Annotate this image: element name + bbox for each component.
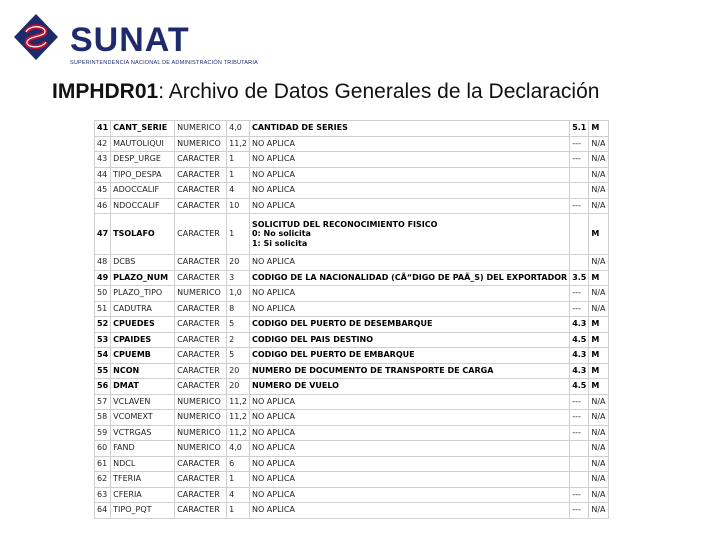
fields-table-body bbox=[95, 121, 609, 519]
table-row bbox=[95, 332, 609, 348]
field-type: CARACTER bbox=[175, 472, 227, 488]
field-type: CARACTER bbox=[175, 379, 227, 395]
field-length: 11,2 bbox=[227, 425, 250, 441]
field-requirement: N/A bbox=[589, 441, 609, 457]
field-reference: 4.5 bbox=[570, 379, 589, 395]
table-row bbox=[95, 183, 609, 199]
field-type: CARACTER bbox=[175, 317, 227, 333]
field-description: CODIGO DEL PUERTO DE EMBARQUE bbox=[249, 348, 569, 364]
field-type: NUMERICO bbox=[175, 425, 227, 441]
field-type: NUMERICO bbox=[175, 441, 227, 457]
fields-table bbox=[94, 120, 609, 519]
row-number: 53 bbox=[95, 332, 111, 348]
field-type: CARACTER bbox=[175, 301, 227, 317]
field-reference: --- bbox=[570, 487, 589, 503]
field-name: VCTRGAS bbox=[111, 425, 175, 441]
field-requirement: M bbox=[589, 317, 609, 333]
field-requirement: N/A bbox=[589, 394, 609, 410]
field-name: DCBS bbox=[111, 255, 175, 271]
field-type: CARACTER bbox=[175, 198, 227, 214]
table-row bbox=[95, 214, 609, 255]
field-description: NO APLICA bbox=[249, 286, 569, 302]
field-type: CARACTER bbox=[175, 332, 227, 348]
field-description: NO APLICA bbox=[249, 301, 569, 317]
field-length: 1,0 bbox=[227, 286, 250, 302]
row-number: 52 bbox=[95, 317, 111, 333]
field-type: CARACTER bbox=[175, 456, 227, 472]
table-row bbox=[95, 198, 609, 214]
field-length: 20 bbox=[227, 379, 250, 395]
row-number: 46 bbox=[95, 198, 111, 214]
field-requirement: M bbox=[589, 121, 609, 137]
field-description-line: 0: No solicita bbox=[251, 229, 311, 239]
field-reference: --- bbox=[570, 301, 589, 317]
field-reference bbox=[570, 214, 589, 255]
field-requirement: N/A bbox=[589, 286, 609, 302]
field-reference: 4.3 bbox=[570, 317, 589, 333]
row-number: 43 bbox=[95, 152, 111, 168]
title-code: IMPHDR01 bbox=[52, 80, 159, 103]
field-type: CARACTER bbox=[175, 270, 227, 286]
field-type: NUMERICO bbox=[175, 121, 227, 137]
table-row bbox=[95, 255, 609, 271]
field-reference bbox=[570, 456, 589, 472]
field-reference: --- bbox=[570, 503, 589, 519]
field-type: CARACTER bbox=[175, 348, 227, 364]
table-row bbox=[95, 394, 609, 410]
field-type: CARACTER bbox=[175, 255, 227, 271]
table-row bbox=[95, 487, 609, 503]
field-name: NDCL bbox=[111, 456, 175, 472]
field-reference: 3.5 bbox=[570, 270, 589, 286]
field-requirement: M bbox=[589, 332, 609, 348]
field-requirement: N/A bbox=[589, 472, 609, 488]
field-requirement: M bbox=[589, 348, 609, 364]
row-number: 64 bbox=[95, 503, 111, 519]
field-length: 1 bbox=[227, 214, 250, 255]
row-number: 50 bbox=[95, 286, 111, 302]
field-requirement: N/A bbox=[589, 136, 609, 152]
table-row bbox=[95, 121, 609, 137]
row-number: 41 bbox=[95, 121, 111, 137]
field-name: FAND bbox=[111, 441, 175, 457]
field-length: 5 bbox=[227, 317, 250, 333]
field-type: NUMERICO bbox=[175, 394, 227, 410]
field-description: NO APLICA bbox=[249, 136, 569, 152]
field-type: NUMERICO bbox=[175, 136, 227, 152]
row-number: 56 bbox=[95, 379, 111, 395]
row-number: 44 bbox=[95, 167, 111, 183]
field-description: NO APLICA bbox=[249, 425, 569, 441]
field-reference bbox=[570, 472, 589, 488]
table-row bbox=[95, 301, 609, 317]
field-length: 1 bbox=[227, 503, 250, 519]
field-reference bbox=[570, 255, 589, 271]
field-requirement: N/A bbox=[589, 198, 609, 214]
field-length: 2 bbox=[227, 332, 250, 348]
field-name: PLAZO_TIPO bbox=[111, 286, 175, 302]
field-name: CPAIDES bbox=[111, 332, 175, 348]
field-description: NO APLICA bbox=[249, 410, 569, 426]
row-number: 60 bbox=[95, 441, 111, 457]
sunat-logo bbox=[12, 12, 258, 66]
field-requirement: N/A bbox=[589, 487, 609, 503]
field-description bbox=[249, 214, 569, 255]
field-requirement: N/A bbox=[589, 255, 609, 271]
field-length: 11,2 bbox=[227, 410, 250, 426]
field-reference: --- bbox=[570, 198, 589, 214]
row-number: 61 bbox=[95, 456, 111, 472]
field-type: CARACTER bbox=[175, 214, 227, 255]
field-requirement: N/A bbox=[589, 503, 609, 519]
title-text: : Archivo de Datos Generales de la Declaración bbox=[158, 80, 600, 103]
table-row bbox=[95, 363, 609, 379]
table-row bbox=[95, 317, 609, 333]
field-requirement: M bbox=[589, 379, 609, 395]
field-name: MAUTOLIQUI bbox=[111, 136, 175, 152]
row-number: 59 bbox=[95, 425, 111, 441]
field-name: CFERIA bbox=[111, 487, 175, 503]
field-name: CPUEMB bbox=[111, 348, 175, 364]
field-reference bbox=[570, 441, 589, 457]
field-description: NO APLICA bbox=[249, 472, 569, 488]
row-number: 62 bbox=[95, 472, 111, 488]
field-requirement: N/A bbox=[589, 425, 609, 441]
field-length: 10 bbox=[227, 198, 250, 214]
row-number: 47 bbox=[95, 214, 111, 255]
field-type: CARACTER bbox=[175, 152, 227, 168]
field-length: 8 bbox=[227, 301, 250, 317]
field-requirement: N/A bbox=[589, 152, 609, 168]
field-length: 3 bbox=[227, 270, 250, 286]
row-number: 57 bbox=[95, 394, 111, 410]
row-number: 51 bbox=[95, 301, 111, 317]
table-row bbox=[95, 425, 609, 441]
field-description: NO APLICA bbox=[249, 456, 569, 472]
field-length: 4 bbox=[227, 487, 250, 503]
row-number: 49 bbox=[95, 270, 111, 286]
table-row bbox=[95, 348, 609, 364]
field-length: 11,2 bbox=[227, 394, 250, 410]
row-number: 45 bbox=[95, 183, 111, 199]
field-length: 4,0 bbox=[227, 121, 250, 137]
field-name: NDOCCALIF bbox=[111, 198, 175, 214]
field-length: 4,0 bbox=[227, 441, 250, 457]
table-row bbox=[95, 152, 609, 168]
row-number: 48 bbox=[95, 255, 111, 271]
field-requirement: N/A bbox=[589, 456, 609, 472]
field-reference: 4.5 bbox=[570, 332, 589, 348]
table-row bbox=[95, 270, 609, 286]
table-row bbox=[95, 503, 609, 519]
field-length: 20 bbox=[227, 363, 250, 379]
table-row bbox=[95, 379, 609, 395]
field-type: NUMERICO bbox=[175, 286, 227, 302]
row-number: 63 bbox=[95, 487, 111, 503]
field-reference: --- bbox=[570, 152, 589, 168]
field-name: CPUEDES bbox=[111, 317, 175, 333]
field-reference: --- bbox=[570, 286, 589, 302]
field-requirement: N/A bbox=[589, 167, 609, 183]
field-description: NO APLICA bbox=[249, 198, 569, 214]
field-description: NO APLICA bbox=[249, 503, 569, 519]
field-name: TFERIA bbox=[111, 472, 175, 488]
logo-subtitle: SUPERINTENDENCIA NACIONAL DE ADMINISTRACIÓN TRIBUTARIA bbox=[70, 60, 258, 66]
field-description: NO APLICA bbox=[249, 441, 569, 457]
field-length: 20 bbox=[227, 255, 250, 271]
field-type: CARACTER bbox=[175, 363, 227, 379]
field-description: NO APLICA bbox=[249, 152, 569, 168]
field-requirement: N/A bbox=[589, 410, 609, 426]
field-length: 1 bbox=[227, 472, 250, 488]
field-reference bbox=[570, 167, 589, 183]
field-reference: 5.1 bbox=[570, 121, 589, 137]
field-description: NO APLICA bbox=[249, 255, 569, 271]
field-description: NO APLICA bbox=[249, 183, 569, 199]
field-requirement: M bbox=[589, 270, 609, 286]
field-name: TSOLAFO bbox=[111, 214, 175, 255]
field-reference: 4.3 bbox=[570, 348, 589, 364]
sunat-emblem-icon bbox=[12, 12, 60, 62]
row-number: 55 bbox=[95, 363, 111, 379]
field-description-line: SOLICITUD DEL RECONOCIMIENTO FISICO bbox=[251, 219, 438, 229]
field-requirement: M bbox=[589, 363, 609, 379]
field-description: CODIGO DEL PUERTO DE DESEMBARQUE bbox=[249, 317, 569, 333]
field-length: 6 bbox=[227, 456, 250, 472]
field-name: VCOMEXT bbox=[111, 410, 175, 426]
field-description: NO APLICA bbox=[249, 394, 569, 410]
field-type: CARACTER bbox=[175, 503, 227, 519]
field-type: CARACTER bbox=[175, 487, 227, 503]
field-name: NCON bbox=[111, 363, 175, 379]
field-length: 1 bbox=[227, 152, 250, 168]
table-row bbox=[95, 136, 609, 152]
table-row bbox=[95, 441, 609, 457]
row-number: 58 bbox=[95, 410, 111, 426]
field-length: 1 bbox=[227, 167, 250, 183]
field-name: TIPO_PQT bbox=[111, 503, 175, 519]
field-requirement: N/A bbox=[589, 301, 609, 317]
field-requirement: N/A bbox=[589, 183, 609, 199]
field-description-line: 1: Si solicita bbox=[251, 238, 308, 248]
row-number: 54 bbox=[95, 348, 111, 364]
field-name: CANT_SERIE bbox=[111, 121, 175, 137]
field-reference: 4.3 bbox=[570, 363, 589, 379]
field-name: CADUTRA bbox=[111, 301, 175, 317]
field-description: CANTIDAD DE SERIES bbox=[249, 121, 569, 137]
table-row bbox=[95, 472, 609, 488]
field-reference: --- bbox=[570, 410, 589, 426]
field-description: NO APLICA bbox=[249, 487, 569, 503]
field-description: NUMERO DE DOCUMENTO DE TRANSPORTE DE CARGA bbox=[249, 363, 569, 379]
table-row bbox=[95, 167, 609, 183]
field-length: 11,2 bbox=[227, 136, 250, 152]
field-type: CARACTER bbox=[175, 167, 227, 183]
field-description: NO APLICA bbox=[249, 167, 569, 183]
field-description: NUMERO DE VUELO bbox=[249, 379, 569, 395]
field-description: CODIGO DE LA NACIONALIDAD (CÃ“DIGO DE PAÃ_S) DEL EXPORTADOR bbox=[249, 270, 569, 286]
field-reference bbox=[570, 183, 589, 199]
field-reference: --- bbox=[570, 394, 589, 410]
field-name: VCLAVEN bbox=[111, 394, 175, 410]
field-type: CARACTER bbox=[175, 183, 227, 199]
field-reference: --- bbox=[570, 425, 589, 441]
field-name: ADOCCALIF bbox=[111, 183, 175, 199]
field-name: TIPO_DESPA bbox=[111, 167, 175, 183]
field-name: PLAZO_NUM bbox=[111, 270, 175, 286]
table-row bbox=[95, 286, 609, 302]
field-name: DMAT bbox=[111, 379, 175, 395]
row-number: 42 bbox=[95, 136, 111, 152]
page-title bbox=[52, 80, 599, 104]
field-description: CODIGO DEL PAIS DESTINO bbox=[249, 332, 569, 348]
field-length: 5 bbox=[227, 348, 250, 364]
field-requirement: M bbox=[589, 214, 609, 255]
field-name: DESP_URGE bbox=[111, 152, 175, 168]
field-length: 4 bbox=[227, 183, 250, 199]
field-type: NUMERICO bbox=[175, 410, 227, 426]
logo-name: SUNAT bbox=[70, 21, 190, 59]
field-reference: --- bbox=[570, 136, 589, 152]
table-row bbox=[95, 410, 609, 426]
table-row bbox=[95, 456, 609, 472]
